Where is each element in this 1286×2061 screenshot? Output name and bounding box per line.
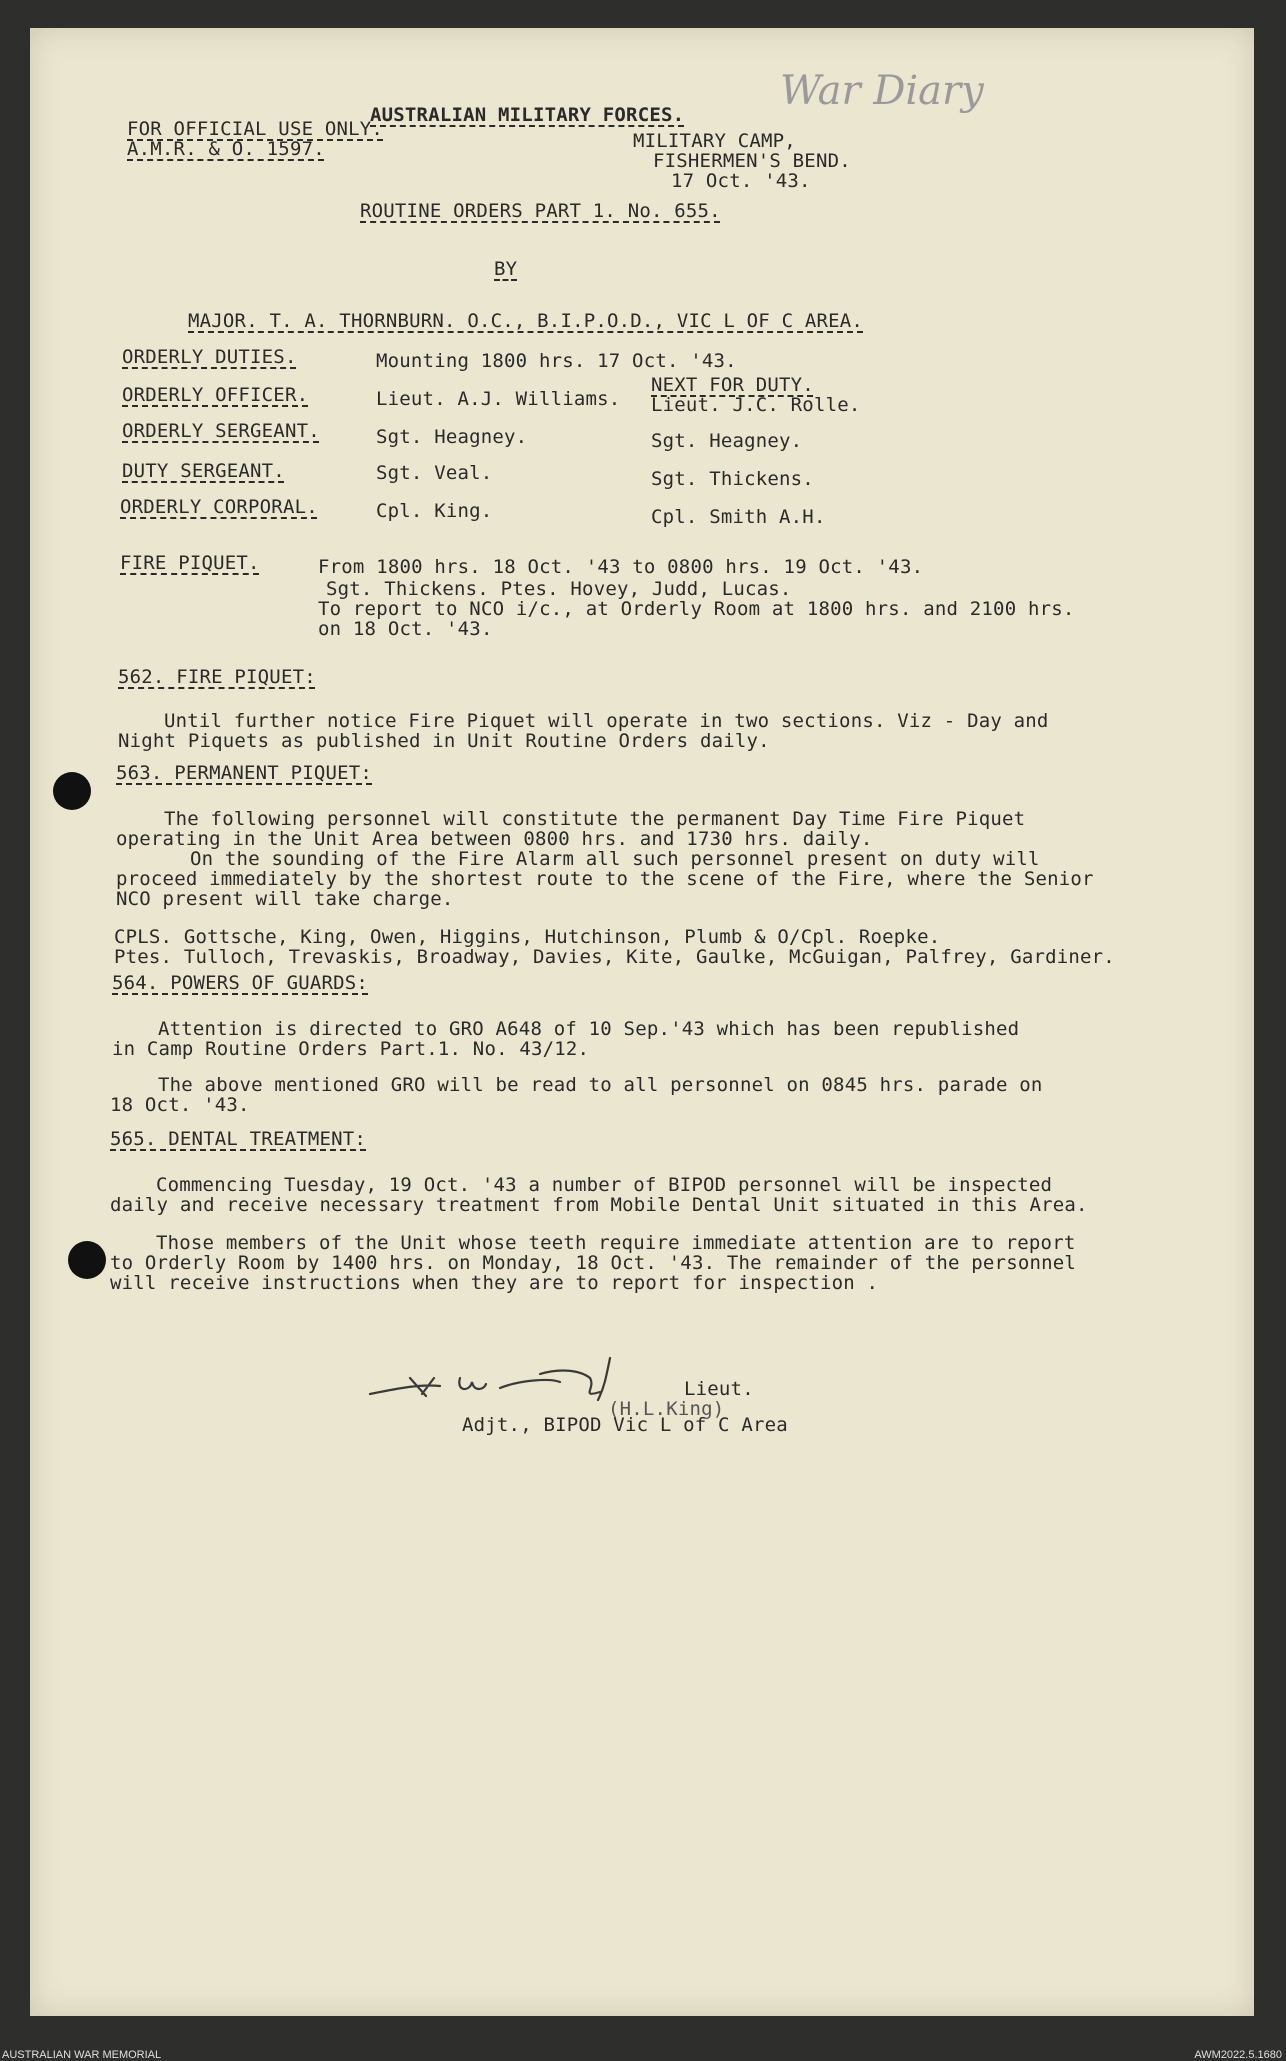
section-565-line-5: will receive instructions when they are to report for inspection .	[110, 1272, 879, 1294]
footer-left: AUSTRALIAN WAR MEMORIAL	[2, 2049, 162, 2061]
section-563-line-3: On the sounding of the Fire Alarm all such personnel present on duty will	[190, 848, 1040, 870]
section-565-heading: 565. DENTAL TREATMENT:	[110, 1128, 367, 1150]
section-562-line-2: Night Piquets as published in Unit Routine Orders daily.	[118, 730, 770, 752]
section-563-line-5: NCO present will take charge.	[116, 888, 454, 910]
section-564-line-3: The above mentioned GRO will be read to all personnel on 0845 hrs. parade on	[158, 1074, 1043, 1096]
handwritten-signature	[360, 1348, 640, 1408]
section-562-heading: 562. FIRE PIQUET:	[118, 666, 316, 688]
document-page	[30, 28, 1254, 2016]
section-565-line-4: to Orderly Room by 1400 hrs. on Monday, 18 Oct. '43. The remainder of the personnel	[110, 1252, 1077, 1274]
document-title: AUSTRALIAN MILITARY FORCES.	[370, 104, 685, 126]
section-563-line-1: The following personnel will constitute the permanent Day Time Fire Piquet	[164, 808, 1026, 830]
duty-role: ORDERLY CORPORAL.	[120, 496, 318, 518]
section-563-line-6: CPLS. Gottsche, King, Owen, Higgins, Hutchinson, Plumb & O/Cpl. Roepke.	[114, 926, 941, 948]
official-use-line-1: FOR OFFICIAL USE ONLY.	[127, 118, 384, 140]
duty-current: Sgt. Heagney.	[376, 426, 528, 448]
duty-role: ORDERLY OFFICER.	[122, 384, 309, 406]
section-563-line-2: operating in the Unit Area between 0800 hrs. and 1730 hrs. daily.	[116, 828, 873, 850]
duty-next: Sgt. Heagney.	[651, 430, 803, 452]
duty-current: Sgt. Veal.	[376, 462, 493, 484]
signature-title: Adjt., BIPOD Vic L of C Area	[462, 1414, 788, 1436]
fire-piquet-line-1: From 1800 hrs. 18 Oct. '43 to 0800 hrs. 19 Oct. '43.	[318, 556, 924, 578]
fire-piquet-label: FIRE PIQUET.	[120, 552, 260, 574]
fire-piquet-line-4: on 18 Oct. '43.	[318, 618, 493, 640]
section-563-heading: 563. PERMANENT PIQUET:	[116, 762, 373, 784]
duty-current: Lieut. A.J. Williams.	[376, 388, 621, 410]
signature-rank: Lieut.	[684, 1378, 754, 1400]
location-line-2: FISHERMEN'S BEND.	[653, 150, 851, 172]
duty-next: Cpl. Smith A.H.	[651, 506, 826, 528]
section-565-line-2: daily and receive necessary treatment from Mobile Dental Unit situated in this Area.	[110, 1194, 1088, 1216]
section-564-line-2: in Camp Routine Orders Part.1. No. 43/12.	[112, 1038, 590, 1060]
section-562-line-1: Until further notice Fire Piquet will operate in two sections. Viz - Day and	[164, 710, 1049, 732]
duty-role: ORDERLY SERGEANT.	[122, 420, 320, 442]
official-use-line-2: A.M.R. & O. 1597.	[127, 138, 325, 160]
issuer-line: MAJOR. T. A. THORNBURN. O.C., B.I.P.O.D., VIC L OF C AREA.	[188, 310, 864, 332]
duty-current: Cpl. King.	[376, 500, 493, 522]
duty-role: DUTY SERGEANT.	[122, 460, 285, 482]
orderly-duties-label: ORDERLY DUTIES.	[122, 346, 297, 368]
header-date: 17 Oct. '43.	[671, 170, 811, 192]
routine-orders-title: ROUTINE ORDERS PART 1. No. 655.	[360, 200, 721, 222]
by-line: BY	[494, 258, 518, 280]
handwritten-note: War Diary	[780, 68, 984, 114]
duty-next: Sgt. Thickens.	[651, 468, 814, 490]
fire-piquet-line-3: To report to NCO i/c., at Orderly Room at 1800 hrs. and 2100 hrs.	[318, 598, 1075, 620]
section-565-line-3: Those members of the Unit whose teeth require immediate attention are to report	[156, 1232, 1076, 1254]
punch-hole	[68, 1241, 106, 1279]
punch-hole	[53, 772, 91, 810]
fire-piquet-line-2: Sgt. Thickens. Ptes. Hovey, Judd, Lucas.	[326, 578, 792, 600]
section-564-heading: 564. POWERS OF GUARDS:	[112, 972, 369, 994]
next-for-duty-label: NEXT FOR DUTY.	[651, 374, 814, 396]
mounting-line: Mounting 1800 hrs. 17 Oct. '43.	[376, 350, 737, 372]
footer-right: AWM2022.5.1680	[1194, 2049, 1282, 2061]
section-563-line-4: proceed immediately by the shortest route to the scene of the Fire, where the Senior	[116, 868, 1094, 890]
section-565-line-1: Commencing Tuesday, 19 Oct. '43 a number of BIPOD personnel will be inspected	[156, 1174, 1053, 1196]
duty-next: Lieut. J.C. Rolle.	[651, 394, 861, 416]
section-564-line-4: 18 Oct. '43.	[110, 1094, 250, 1116]
section-563-line-7: Ptes. Tulloch, Trevaskis, Broadway, Davies, Kite, Gaulke, McGuigan, Palfrey, Gardiner.	[114, 946, 1115, 968]
location-line-1: MILITARY CAMP,	[633, 130, 796, 152]
section-564-line-1: Attention is directed to GRO A648 of 10 Sep.'43 which has been republished	[158, 1018, 1020, 1040]
signature-name: (H.L.King)	[608, 1398, 725, 1420]
